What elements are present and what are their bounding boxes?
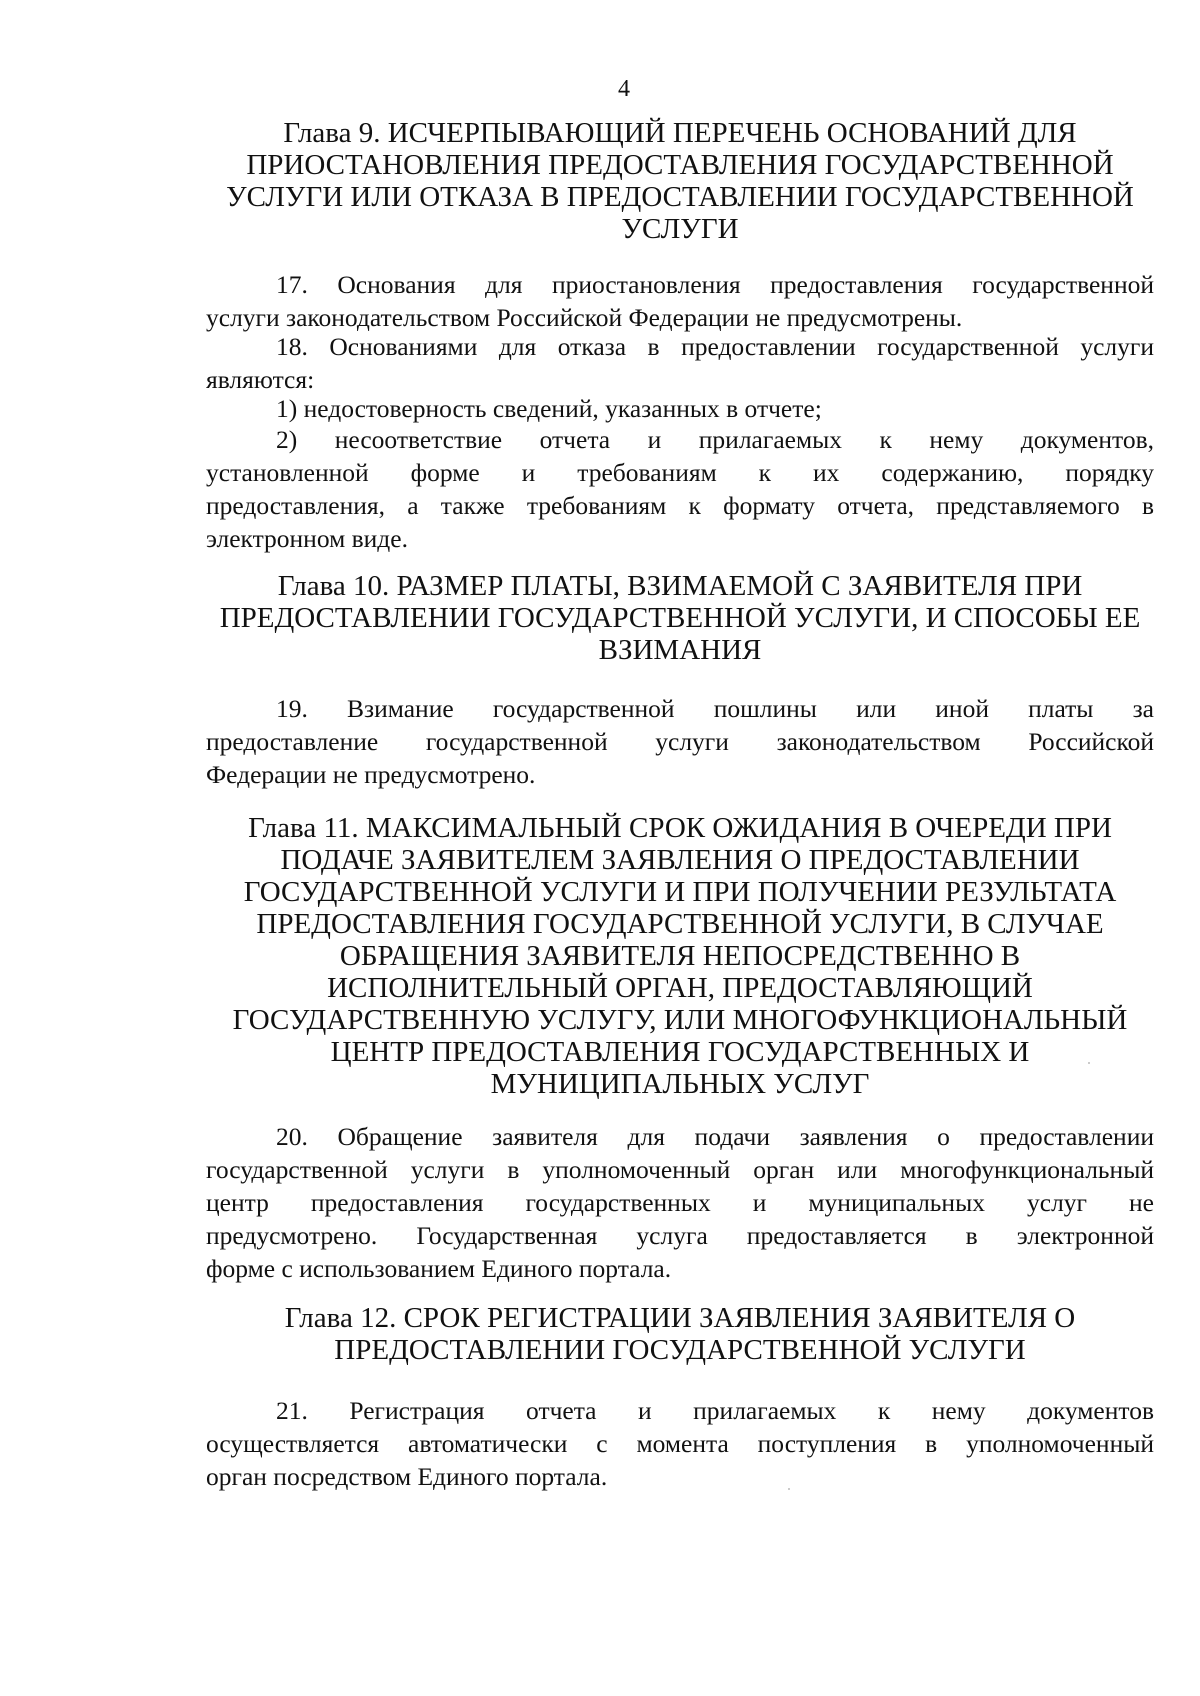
paragraph-17 <box>206 268 1154 334</box>
paragraph-line: Федерации не предусмотрено. <box>206 760 536 789</box>
paragraph-line: предоставление государственной услуги законодательством Российской <box>206 727 1154 756</box>
heading-line: ПОДАЧЕ ЗАЯВИТЕЛЕМ ЗАЯВЛЕНИЯ О ПРЕДОСТАВЛЕНИИ <box>280 844 1080 876</box>
paragraph-line: центр предоставления государственных и муниципальных услуг не <box>206 1188 1154 1217</box>
page-number: 4 <box>618 76 630 102</box>
paragraph-line: осуществляется автоматически с момента поступления в уполномоченный <box>206 1429 1154 1458</box>
heading-line: Глава 11. МАКСИМАЛЬНЫЙ СРОК ОЖИДАНИЯ В ОЧЕРЕДИ ПРИ <box>248 812 1112 844</box>
heading-line: ОБРАЩЕНИЯ ЗАЯВИТЕЛЯ НЕПОСРЕДСТВЕННО В <box>339 940 1021 972</box>
paragraph-line: являются: <box>206 365 315 394</box>
chapter-12-heading <box>176 1302 1184 1366</box>
paragraph-line: государственной услуги в уполномоченный орган или многофункциональный <box>206 1155 1154 1184</box>
heading-line: ЦЕНТР ПРЕДОСТАВЛЕНИЯ ГОСУДАРСТВЕННЫХ И <box>330 1036 1030 1068</box>
heading-line: ГОСУДАРСТВЕННУЮ УСЛУГУ, ИЛИ МНОГОФУНКЦИОНАЛЬНЫЙ <box>232 1004 1128 1036</box>
chapter-10-heading <box>176 570 1184 666</box>
paragraph-line: 20. Обращение заявителя для подачи заявления о предоставлении <box>276 1122 1154 1151</box>
scan-speck <box>1088 1062 1090 1064</box>
paragraph-line: 19. Взимание государственной пошлины или иной платы за <box>276 694 1154 723</box>
heading-line: ПРИОСТАНОВЛЕНИЯ ПРЕДОСТАВЛЕНИЯ ГОСУДАРСТВЕННОЙ <box>246 149 1114 181</box>
paragraph-line: 21. Регистрация отчета и прилагаемых к нему документов <box>276 1396 1154 1425</box>
paragraph-20 <box>206 1120 1154 1285</box>
paragraph-line: 17. Основания для приостановления предоставления государственной <box>276 270 1154 299</box>
heading-line: ИСПОЛНИТЕЛЬНЫЙ ОРГАН, ПРЕДОСТАВЛЯЮЩИЙ <box>327 972 1033 1004</box>
paragraph-line: 18. Основаниями для отказа в предоставлении государственной услуги <box>276 332 1154 361</box>
heading-line: ПРЕДОСТАВЛЕНИЯ ГОСУДАРСТВЕННОЙ УСЛУГИ, В СЛУЧАЕ <box>256 908 1104 940</box>
paragraph-line: установленной форме и требованиям к их содержанию, порядку <box>206 458 1154 487</box>
paragraph-21 <box>206 1394 1154 1493</box>
paragraph-18 <box>206 330 1154 396</box>
paragraph-line: 1) недостоверность сведений, указанных в отчете; <box>276 394 822 423</box>
paragraph-line: предоставления, а также требованиям к формату отчета, представляемого в <box>206 491 1154 520</box>
heading-line: Глава 10. РАЗМЕР ПЛАТЫ, ВЗИМАЕМОЙ С ЗАЯВИТЕЛЯ ПРИ <box>277 570 1083 602</box>
heading-line: ГОСУДАРСТВЕННОЙ УСЛУГИ И ПРИ ПОЛУЧЕНИИ РЕЗУЛЬТАТА <box>243 876 1117 908</box>
paragraph-line: электронном виде. <box>206 524 408 553</box>
heading-line: ВЗИМАНИЯ <box>598 634 762 666</box>
paragraph-line: 2) несоответствие отчета и прилагаемых к нему документов, <box>276 425 1154 454</box>
heading-line: Глава 9. ИСЧЕРПЫВАЮЩИЙ ПЕРЕЧЕНЬ ОСНОВАНИЙ ДЛЯ <box>283 117 1077 149</box>
heading-line: УСЛУГИ <box>621 213 739 245</box>
paragraph-line: услуги законодательством Российской Федерации не предусмотрены. <box>206 303 963 332</box>
heading-line: ПРЕДОСТАВЛЕНИИ ГОСУДАРСТВЕННОЙ УСЛУГИ <box>334 1334 1026 1366</box>
heading-line: ПРЕДОСТАВЛЕНИИ ГОСУДАРСТВЕННОЙ УСЛУГИ, И СПОСОБЫ ЕЕ <box>219 602 1141 634</box>
list-item-1 <box>206 392 1154 425</box>
heading-line: Глава 12. СРОК РЕГИСТРАЦИИ ЗАЯВЛЕНИЯ ЗАЯВИТЕЛЯ О <box>284 1302 1076 1334</box>
paragraph-line: форме с использованием Единого портала. <box>206 1254 672 1283</box>
chapter-11-heading <box>176 812 1184 1100</box>
heading-line: МУНИЦИПАЛЬНЫХ УСЛУГ <box>490 1068 870 1100</box>
paragraph-19 <box>206 692 1154 791</box>
paragraph-line: предусмотрено. Государственная услуга предоставляется в электронной <box>206 1221 1154 1250</box>
list-item-2 <box>206 423 1154 555</box>
heading-line: УСЛУГИ ИЛИ ОТКАЗА В ПРЕДОСТАВЛЕНИИ ГОСУДАРСТВЕННОЙ <box>226 181 1134 213</box>
paragraph-line: орган посредством Единого портала. <box>206 1462 608 1491</box>
chapter-9-heading <box>176 117 1184 245</box>
scan-speck <box>788 1488 790 1490</box>
